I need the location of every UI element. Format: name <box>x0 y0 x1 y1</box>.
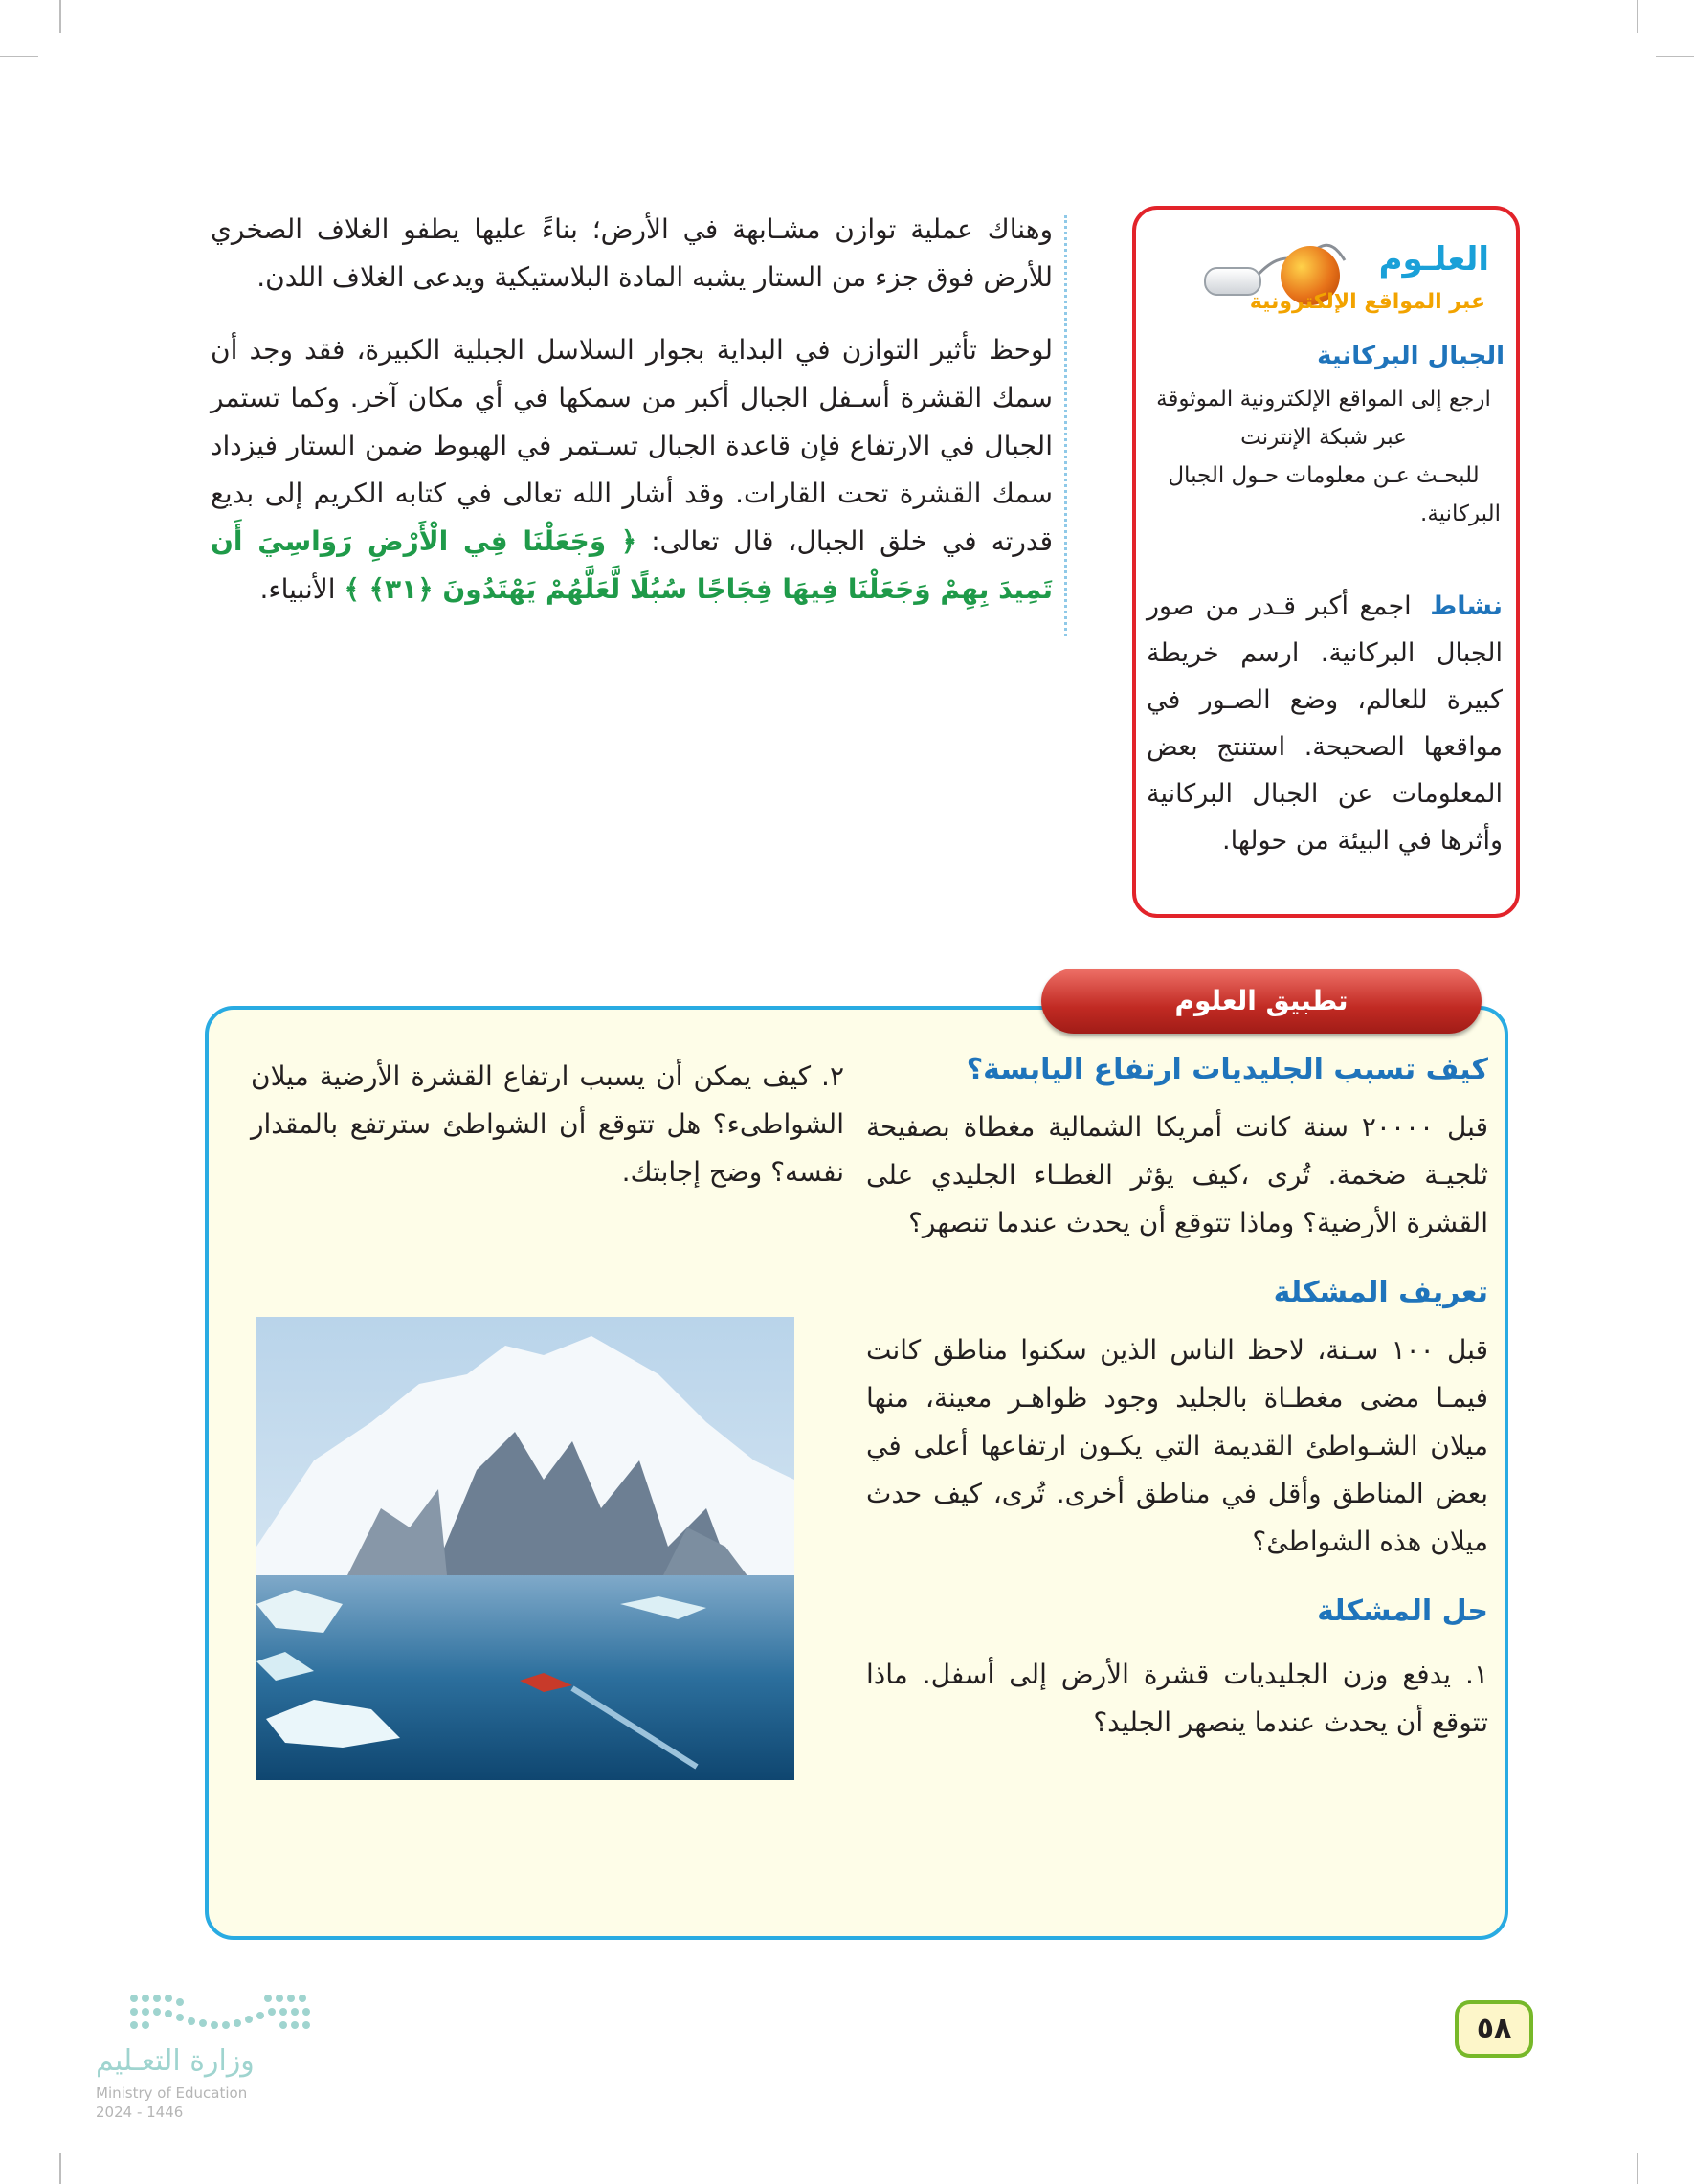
define-heading: تعريف المشكلة <box>1273 1276 1488 1309</box>
ministry-dots-icon <box>124 1989 316 2040</box>
crop-mark <box>59 2153 61 2184</box>
application-main-column <box>866 1053 1488 1747</box>
ministry-logo <box>96 1989 316 2123</box>
paragraph-text: لوحظ تأثير التوازن في البداية بجوار السلاسل الجبلية الكبيرة، فقد وجد أن سمك القشرة أسـفل الجبال أكبر من سمكها في أي مكان آخر. وكما تستمر الجبال في الارتفاع فإن قاعدة الجبال تسـتمر في الهبوط ضمن الستار فيزداد سمك القشرة تحت القارات. وقد أشار الله تعالى في كتابه الكريم إلى بديع قدرته في خلق الجبال، قال تعالى: <box>211 334 1053 557</box>
sidebar-line: للبحـث عـن معلومات حـول الجبال <box>1168 463 1480 488</box>
activity-text: اجمع أكبر قـدر من صور الجبال البركانية. ارسم خريطة كبيرة للعالم، وضع الصـور في مواقعها الصحيحة. استنتج بعض المعلومات عن الجبال البركانية وأثرها في البيئة من حولها. <box>1147 591 1503 856</box>
sidebar-body <box>1147 380 1501 533</box>
solve-heading: حل المشكلة <box>1317 1594 1488 1628</box>
ministry-name-en: Ministry of Education <box>96 2084 248 2102</box>
ministry-name-ar: وزارة التعـليم <box>96 2044 255 2078</box>
verse-source: الأنبياء. <box>259 573 336 605</box>
sidebar-line: ارجع إلى المواقع الإلكترونية الموثوقة <box>1156 387 1491 412</box>
define-text: قبل ١٠٠ سـنة، لاحظ الناس الذين سكنوا مناطق كانت فيمـا مضى مغطـاة بالجليد وجود ظواهـر معينة، منها ميلان الشـواطئ القديمة التي يكـون ارتفاعها أعلى في بعض المناطق وأقل في مناطق أخرى. تُرى، كيف حدث ميلان هذه الشواطئ؟ <box>866 1334 1488 1557</box>
question-2: ٢. كيف يمكن أن يسبب ارتفاع القشرة الأرضية ميلان الشواطىء؟ هل تتوقع أن الشواطئ سترتفع بالمقدار نفسه؟ وضح إجابتك. <box>251 1060 844 1188</box>
sidebar-activity <box>1147 583 1503 864</box>
ministry-year: 2024 - 1446 <box>96 2104 184 2121</box>
application-tab-label: تطبيق العلوم <box>1041 969 1482 1034</box>
paragraph <box>211 326 1053 613</box>
brand-subtitle: عبر المواقع الإلكترونية <box>1249 290 1485 314</box>
activity-label: نشاط <box>1430 591 1504 621</box>
intro-text: قبل ٢٠٠٠٠ سنة كانت أمريكا الشمالية مغطاة بصفيحة ثلجيـة ضخمة. تُرى ،كيف يؤثر الغطـاء الجليدي على القشرة الأرضية؟ وماذا تتوقع أن يحدث عندما تنصهر؟ <box>866 1111 1488 1238</box>
crop-mark <box>59 0 61 33</box>
quran-verse: ﴿ وَجَعَلْنَا فِي الْأَرْضِ رَوَاسِيَ أَن تَمِيدَ بِهِمْ وَجَعَلْنَا فِيهَا فِجَاجًا سُبُلًا لَّعَلَّهُمْ يَهْتَدُونَ ﴿٣١﴾ ﴾ <box>211 525 1053 605</box>
web-sites-sidebar <box>1132 206 1520 918</box>
page-number: ٥٨ <box>1455 2000 1533 2058</box>
application-heading: كيف تسبب الجليديات ارتفاع اليابسة؟ <box>966 1053 1488 1086</box>
crop-mark <box>0 56 38 57</box>
column-divider <box>1064 215 1067 636</box>
science-online-logo <box>1139 227 1503 342</box>
paragraph: وهناك عملية توازن مشـابهة في الأرض؛ بناءً عليها يطفو الغلاف الصخري للأرض فوق جزء من الستار يشبه المادة البلاستيكية ويدعى الغلاف اللدن. <box>211 213 1053 293</box>
crop-mark <box>1637 0 1638 33</box>
question-1: ١. يدفع وزن الجليديات قشرة الأرض إلى أسفل. ماذا تتوقع أن يحدث عندما ينصهر الجليد؟ <box>866 1659 1488 1738</box>
sidebar-line: عبر شبكة الإنترنت <box>1240 425 1407 450</box>
crop-mark <box>1637 2153 1638 2184</box>
sidebar-line: البركانية. <box>1420 501 1501 526</box>
sidebar-title: الجبال البركانية <box>1317 342 1505 370</box>
glacier-photo <box>256 1317 794 1780</box>
crop-mark <box>1656 56 1694 57</box>
brand-title: العلـوم <box>1378 240 1489 279</box>
main-text-column <box>211 206 1053 638</box>
